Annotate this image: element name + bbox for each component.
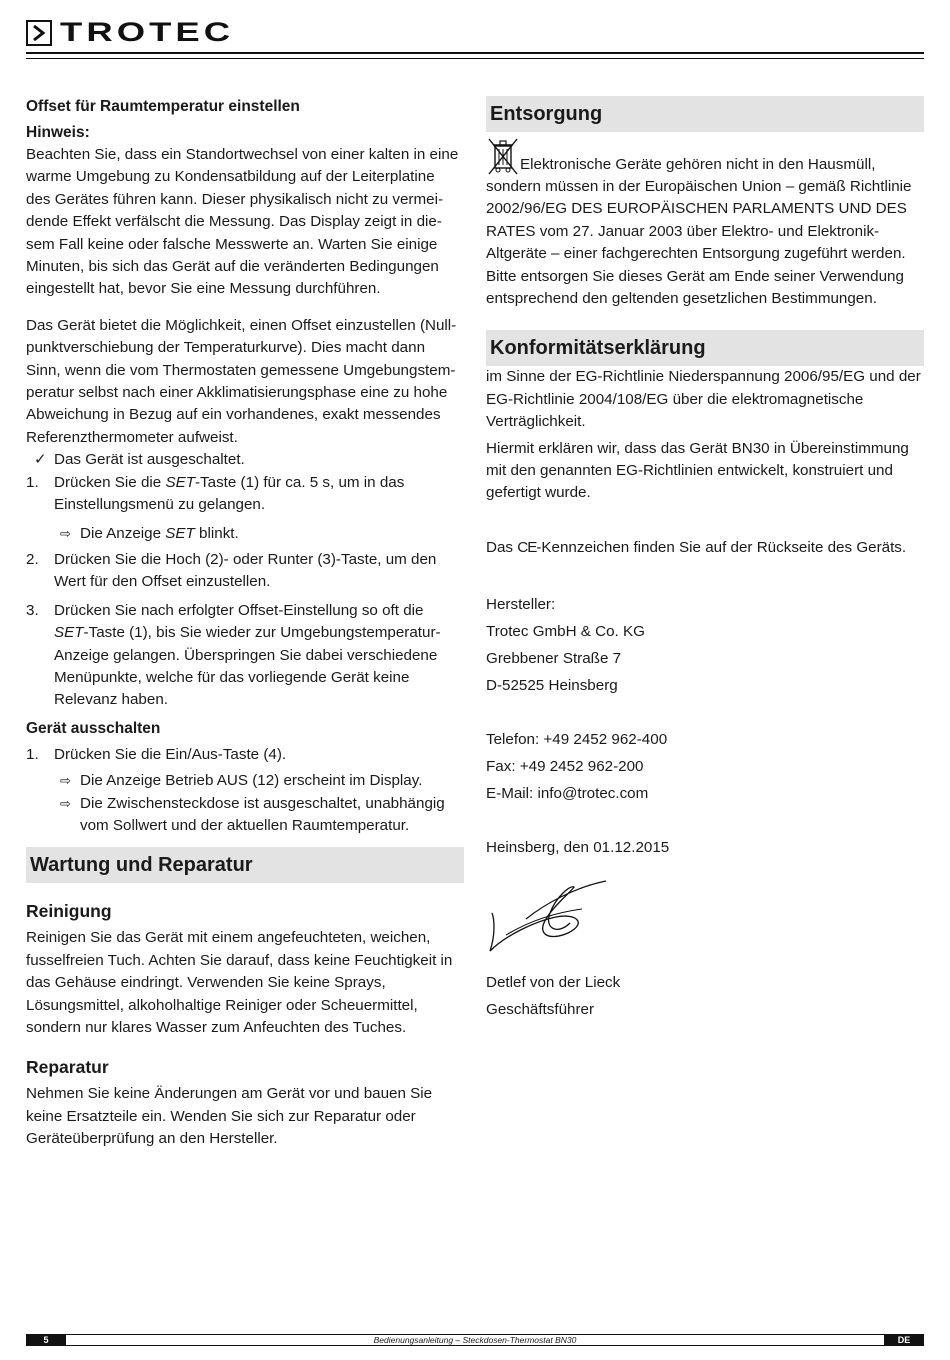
intro-line: Sinn, wenn die vom Thermostaten gemessene Umgebungstem- — [26, 361, 456, 379]
maintenance-section-title: Wartung und Reparatur — [26, 847, 464, 883]
intro-line: peratur selbst nach einer Akklimatisierungsphase eine zu hohe — [26, 384, 448, 402]
ce-note — [486, 537, 924, 559]
phone-number: Telefon: +49 2452 962-400 — [486, 731, 668, 749]
offset-intro — [26, 315, 464, 449]
footer-doc-title: Bedienungsanleitung – Steckdosen-Thermostat BN30 — [66, 1334, 884, 1346]
set-key-label: SET — [165, 473, 195, 491]
step-3 — [26, 600, 464, 712]
step-number: 2. — [26, 550, 39, 568]
intro-line: Referenzthermometer aufweist. — [26, 428, 238, 446]
step-number: 3. — [26, 601, 39, 619]
repair-line: Geräteüberprüfung an den Hersteller. — [26, 1130, 278, 1148]
switch-off-result-1 — [26, 770, 464, 792]
conformity-line: Verträglichkeit. — [486, 413, 586, 431]
repair-line: Nehmen Sie keine Änderungen am Gerät vor und bauen Sie — [26, 1085, 433, 1103]
brand-logo-text: TROTEC — [60, 17, 235, 47]
declaration-line: Hiermit erklären wir, dass das Gerät BN30 in Übereinstimmung — [486, 439, 909, 457]
step-text: Drücken Sie die Ein/Aus-Taste (4). — [54, 745, 287, 763]
result-arrow-icon: ⇨ — [60, 525, 71, 541]
disposal-line: 2002/96/EG DES EUROPÄISCHEN PARLAMENTS UND DES — [486, 200, 907, 218]
hint-label: Hinweis: — [26, 124, 90, 141]
result-arrow-icon: ⇨ — [60, 795, 71, 811]
result-text: blinkt. — [194, 524, 239, 542]
ce-text: -Kennzeichen finden Sie auf der Rückseite des Geräts. — [536, 538, 907, 556]
declaration-line: gefertigt wurde. — [486, 484, 591, 502]
step-text: Menüpunkte, welche für das vorliegende Gerät keine — [54, 668, 410, 686]
hint-line: eingestellt hat, bevor Sie eine Messung durchführen. — [26, 280, 381, 298]
disposal-line: Bitte entsorgen Sie dieses Gerät am Ende seiner Verwendung — [486, 267, 904, 285]
conformity-text — [486, 366, 924, 433]
disposal-line: Altgeräte – einer fachgerechten Entsorgung zugeführt werden. — [486, 245, 906, 263]
signer-name: Detlef von der Lieck — [486, 974, 621, 992]
manufacturer-name: Trotec GmbH & Co. KG — [486, 623, 645, 641]
ce-text: Das — [486, 538, 518, 556]
hint-line: sem Fall keine oder falsche Messwerte an. Warten Sie einige — [26, 235, 438, 253]
intro-line: Das Gerät bietet die Möglichkeit, einen Offset einzustellen (Null- — [26, 316, 457, 334]
result-text: Die Anzeige Betrieb AUS (12) erscheint im Display. — [80, 772, 423, 790]
declaration-text — [486, 438, 924, 505]
cleaning-line: das Gehäuse eindringt. Verwenden Sie keine Sprays, — [26, 974, 386, 992]
checkmark-icon: ✓ — [34, 451, 47, 469]
repair-text — [26, 1083, 464, 1150]
switch-off-title: Gerät ausschalten — [26, 719, 161, 737]
intro-line: Abweichung in Bezug auf ein vorhandenes, exakt messendes — [26, 406, 441, 424]
step-1 — [26, 472, 464, 517]
cleaning-line: Lösungsmittel, alkoholhaltige Reiniger oder Scheuermittel, — [26, 996, 418, 1014]
signature-image — [486, 873, 626, 963]
offset-title: Offset für Raumtemperatur einstellen — [26, 98, 300, 115]
result-arrow-icon: ⇨ — [60, 773, 71, 789]
crossed-bin-icon — [486, 136, 520, 176]
disposal-line: RATES vom 27. Januar 2003 über Elektro- und Elektronik- — [486, 222, 880, 240]
step-1-result — [26, 523, 464, 545]
step-text: -Taste (1), bis Sie wieder zur Umgebungstemperatur- — [83, 624, 441, 642]
contact-block — [486, 726, 924, 807]
left-column — [26, 96, 464, 1151]
step-text: Drücken Sie die — [54, 473, 166, 491]
step-text: -Taste (1) für ca. 5 s, um in das — [194, 473, 405, 491]
disposal-section-title: Entsorgung — [486, 96, 924, 132]
cleaning-line: fusselfreien Tuch. Achten Sie darauf, dass keine Feuchtigkeit in — [26, 951, 453, 969]
step-number: 1. — [26, 473, 39, 491]
place-date: Heinsberg, den 01.12.2015 — [486, 839, 670, 857]
repair-line: keine Ersatzteile ein. Wenden Sie sich zur Reparatur oder — [26, 1107, 416, 1125]
hint-line: Minuten, bis sich das Gerät auf die veränderten Bedingungen — [26, 258, 439, 276]
conformity-section-title: Konformitätserklärung — [486, 330, 924, 366]
manufacturer-block — [486, 591, 924, 699]
email-address: E-Mail: info@trotec.com — [486, 785, 649, 803]
precondition-text: Das Gerät ist ausgeschaltet. — [54, 451, 245, 469]
step-text: Drücken Sie nach erfolgter Offset-Einstellung so oft die — [54, 601, 424, 619]
set-display-label: SET — [165, 524, 195, 542]
page-footer — [26, 1334, 924, 1346]
page-header — [26, 18, 924, 58]
manufacturer-label: Hersteller: — [486, 596, 556, 614]
result-text: vom Sollwert und der aktuellen Raumtemperatur. — [80, 816, 410, 834]
hint-line: Beachten Sie, dass ein Standortwechsel von einer kalten in eine — [26, 146, 459, 163]
language-code: DE — [884, 1334, 924, 1346]
disposal-text — [486, 136, 924, 310]
conformity-line: EG-Richtlinie 2004/108/EG über die elektromagnetische — [486, 390, 864, 408]
cleaning-line: sondern nur klares Wasser zum Anfeuchten des Tuches. — [26, 1019, 407, 1036]
step-text: Anzeige gelangen. Überspringen Sie dabei verschiedene — [54, 646, 438, 664]
conformity-line: im Sinne der EG-Richtlinie Niederspannung 2006/95/EG und der — [486, 368, 921, 386]
right-column — [486, 96, 924, 1023]
step-number: 1. — [26, 745, 39, 763]
cleaning-title: Reinigung — [26, 901, 112, 922]
hint-text — [26, 144, 464, 301]
page-number: 5 — [26, 1334, 66, 1346]
hint-line: dende Effekt verfälscht die Messung. Das Display zeigt in die- — [26, 213, 442, 231]
step-text: Einstellungsmenü zu gelangen. — [54, 496, 266, 514]
fax-number: Fax: +49 2452 962-200 — [486, 758, 644, 776]
cleaning-text — [26, 927, 464, 1039]
step-text: Wert für den Offset einzustellen. — [54, 573, 271, 591]
result-text: Die Anzeige — [80, 524, 166, 542]
header-rule — [26, 52, 924, 54]
disposal-line: Elektronische Geräte gehören nicht in den Hausmüll, — [520, 155, 876, 173]
cleaning-line: Reinigen Sie das Gerät mit einem angefeuchteten, weichen, — [26, 929, 431, 947]
hint-line: des Gerätes führen kann. Dieser physikalisch nicht zu vermei- — [26, 190, 443, 208]
signer-role: Geschäftsführer — [486, 1001, 595, 1019]
signer-block — [486, 969, 924, 1023]
switch-off-step — [26, 744, 464, 766]
declaration-line: mit den genannten EG-Richtlinien entwickelt, konstruiert und — [486, 462, 893, 480]
ce-mark-icon: CE — [517, 538, 537, 556]
manufacturer-city: D-52525 Heinsberg — [486, 677, 618, 695]
trotec-logo-icon — [26, 20, 52, 46]
result-text: Die Zwischensteckdose ist ausgeschaltet, unabhängig — [80, 794, 445, 812]
manufacturer-street: Grebbener Straße 7 — [486, 650, 622, 668]
intro-line: punktverschiebung der Temperaturkurve). Dies macht dann — [26, 339, 426, 357]
repair-title: Reparatur — [26, 1057, 109, 1078]
hint-line: warme Umgebung zu Kondensatbildung auf der Leiterplatine — [26, 168, 435, 186]
step-2 — [26, 549, 464, 594]
switch-off-result-2 — [26, 793, 464, 838]
disposal-line: sondern müssen in der Europäischen Union – gemäß Richtlinie — [486, 178, 912, 195]
header-rule-thin — [26, 58, 924, 59]
step-text: Drücken Sie die Hoch (2)- oder Runter (3)-Taste, um den — [54, 550, 437, 568]
step-text: Relevanz haben. — [54, 691, 168, 709]
disposal-line: entsprechend den geltenden gesetzlichen Bestimmungen. — [486, 290, 877, 308]
set-key-label: SET — [54, 624, 84, 642]
precondition-item — [26, 449, 464, 471]
